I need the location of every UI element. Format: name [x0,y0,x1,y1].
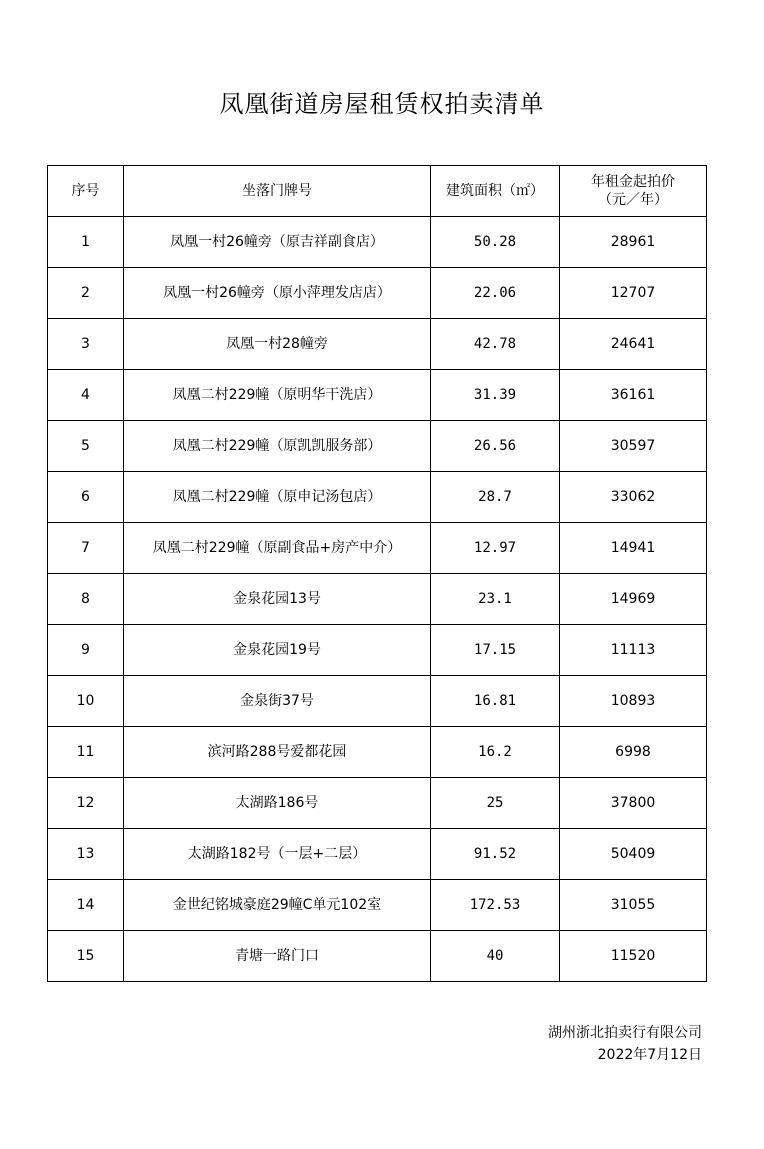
table-row [48,676,707,727]
table-row [48,931,707,982]
table-row [48,472,707,523]
table-row [48,574,707,625]
cell-address: 青塘一路门口 [124,931,431,982]
cell-rent: 31055 [560,880,707,931]
table-row [48,523,707,574]
cell-index: 6 [48,472,124,523]
cell-rent: 36161 [560,370,707,421]
cell-index: 9 [48,625,124,676]
table-row [48,319,707,370]
cell-rent: 14969 [560,574,707,625]
cell-area: 16.81 [431,676,560,727]
cell-address: 凤凰二村229幢（原明华干洗店） [124,370,431,421]
cell-address: 金泉街37号 [124,676,431,727]
cell-address: 凤凰一村26幢旁（原小萍理发店店） [124,268,431,319]
cell-rent: 33062 [560,472,707,523]
cell-index: 8 [48,574,124,625]
cell-area: 28.7 [431,472,560,523]
cell-address: 凤凰二村229幢（原申记汤包店） [124,472,431,523]
page-title: 凤凰街道房屋租赁权拍卖清单 [219,90,545,118]
cell-address: 太湖路186号 [124,778,431,829]
cell-address: 金泉花园13号 [124,574,431,625]
cell-address: 凤凰一村26幢旁（原吉祥副食店） [124,217,431,268]
cell-area: 25 [431,778,560,829]
cell-area: 172.53 [431,880,560,931]
footer-company: 湖州浙北拍卖行有限公司 [548,1025,702,1041]
cell-area: 16.2 [431,727,560,778]
auction-table [47,165,707,982]
cell-area: 23.1 [431,574,560,625]
cell-address: 滨河路288号爱都花园 [124,727,431,778]
footer [548,1022,702,1066]
cell-rent: 28961 [560,217,707,268]
cell-index: 4 [48,370,124,421]
header-index: 序号 [48,166,124,217]
cell-rent: 11113 [560,625,707,676]
cell-address: 金世纪铭城豪庭29幢C单元102室 [124,880,431,931]
table-row [48,880,707,931]
cell-rent: 50409 [560,829,707,880]
cell-address: 凤凰二村229幢（原副食品+房产中介） [124,523,431,574]
cell-area: 91.52 [431,829,560,880]
header-rent-line2: （元／年） [598,192,668,208]
table-row [48,370,707,421]
table-row [48,727,707,778]
cell-index: 14 [48,880,124,931]
cell-area: 12.97 [431,523,560,574]
table-row [48,829,707,880]
cell-rent: 10893 [560,676,707,727]
cell-rent: 12707 [560,268,707,319]
cell-address: 金泉花园19号 [124,625,431,676]
table-row [48,268,707,319]
table-row [48,217,707,268]
table-row [48,421,707,472]
table-row [48,625,707,676]
cell-rent: 37800 [560,778,707,829]
cell-index: 1 [48,217,124,268]
cell-index: 7 [48,523,124,574]
cell-index: 2 [48,268,124,319]
cell-index: 5 [48,421,124,472]
cell-area: 50.28 [431,217,560,268]
cell-area: 17.15 [431,625,560,676]
cell-index: 13 [48,829,124,880]
cell-index: 15 [48,931,124,982]
cell-rent: 6998 [560,727,707,778]
cell-rent: 24641 [560,319,707,370]
cell-rent: 30597 [560,421,707,472]
footer-date: 2022年7月12日 [597,1047,702,1063]
cell-area: 22.06 [431,268,560,319]
cell-address: 太湖路182号（一层+二层） [124,829,431,880]
table-row [48,778,707,829]
cell-index: 10 [48,676,124,727]
header-rent [560,166,707,217]
cell-area: 40 [431,931,560,982]
cell-address: 凤凰一村28幢旁 [124,319,431,370]
header-rent-line1: 年租金起拍价 [591,174,675,190]
header-address: 坐落门牌号 [124,166,431,217]
cell-area: 26.56 [431,421,560,472]
cell-area: 42.78 [431,319,560,370]
cell-index: 3 [48,319,124,370]
cell-index: 12 [48,778,124,829]
cell-area: 31.39 [431,370,560,421]
cell-index: 11 [48,727,124,778]
cell-address: 凤凰二村229幢（原凯凯服务部） [124,421,431,472]
table-header-row [48,166,707,217]
header-area: 建筑面积（㎡） [431,166,560,217]
cell-rent: 11520 [560,931,707,982]
cell-rent: 14941 [560,523,707,574]
table-body [48,217,707,982]
